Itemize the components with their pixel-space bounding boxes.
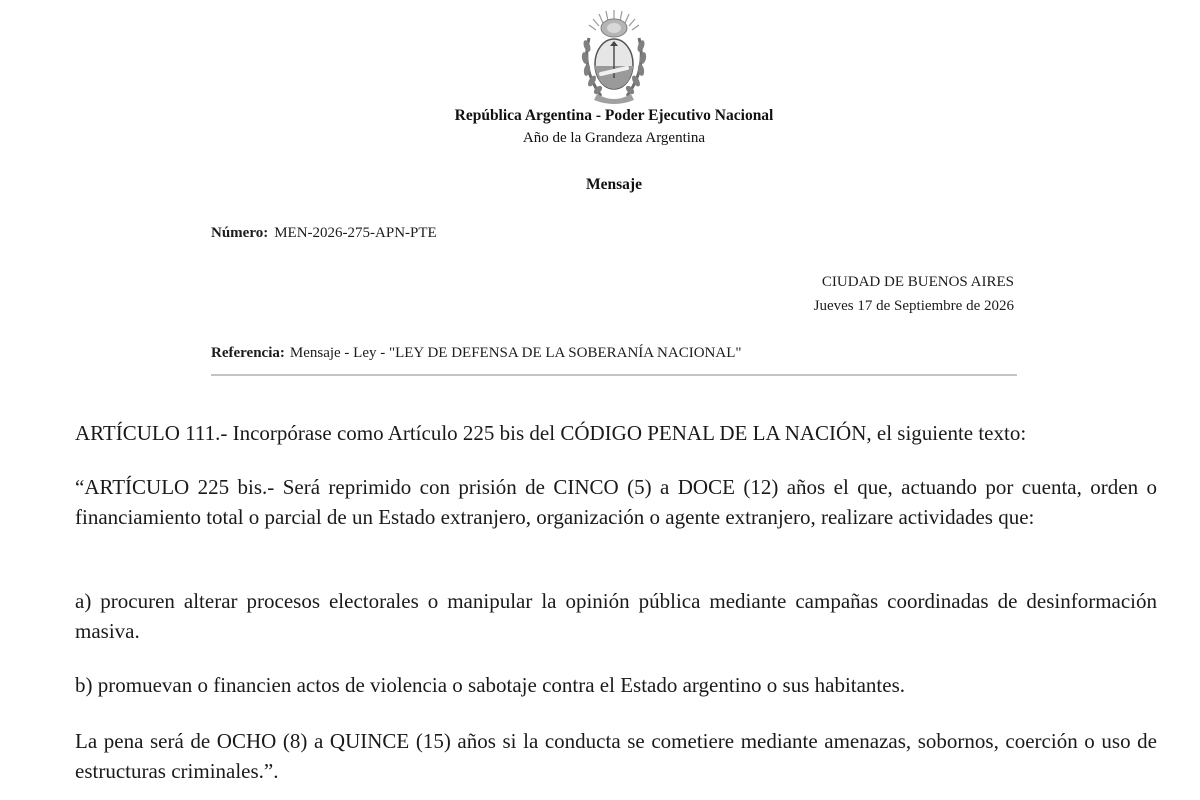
argentina-coat-of-arms-icon [579,8,649,106]
numero-label: Número: [211,225,269,241]
document-type-title: Mensaje [586,176,642,193]
city: CIUDAD DE BUENOS AIRES [821,274,1014,290]
document-number [211,225,437,242]
article-225-bis-paragraph: “ARTÍCULO 225 bis.- Será reprimido con prisión de CINCO (5) a DOCE (12) años el que, actuando por cuenta, orden o financiamiento total o parcial de un Estado extranjero, organización o agente extranjero, realizare actividades que: [75,475,1157,529]
year-motto: Año de la Grandeza Argentina [522,130,706,146]
article-111-paragraph: ARTÍCULO 111.- Incorpórase como Artículo 225 bis del CÓDIGO PENAL DE LA NACIÓN, el siguiente texto: [75,421,1027,445]
referencia-label: Referencia: [211,345,285,361]
clause-a-paragraph: a) procuren alterar procesos electorales o manipular la opinión pública mediante campañas coordinadas de desinformación masiva. [75,589,1157,643]
penalty-paragraph: La pena será de OCHO (8) a QUINCE (15) años si la conducta se cometiere mediante amenazas, sobornos, coerción o uso de estructuras criminales.”. [75,729,1157,783]
referencia-value: Mensaje - Ley - "LEY DE DEFENSA DE LA SOBERANÍA NACIONAL" [289,345,742,361]
date: Jueves 17 de Septiembre de 2026 [813,298,1014,314]
numero-value: MEN-2026-275-APN-PTE [274,225,437,241]
reference [211,345,742,362]
emitter-heading: República Argentina - Poder Ejecutivo Nacional [454,107,774,124]
clause-b-paragraph: b) promuevan o financien actos de violencia o sabotaje contra el Estado argentino o sus habitantes. [75,673,906,697]
header-divider [211,374,1017,376]
